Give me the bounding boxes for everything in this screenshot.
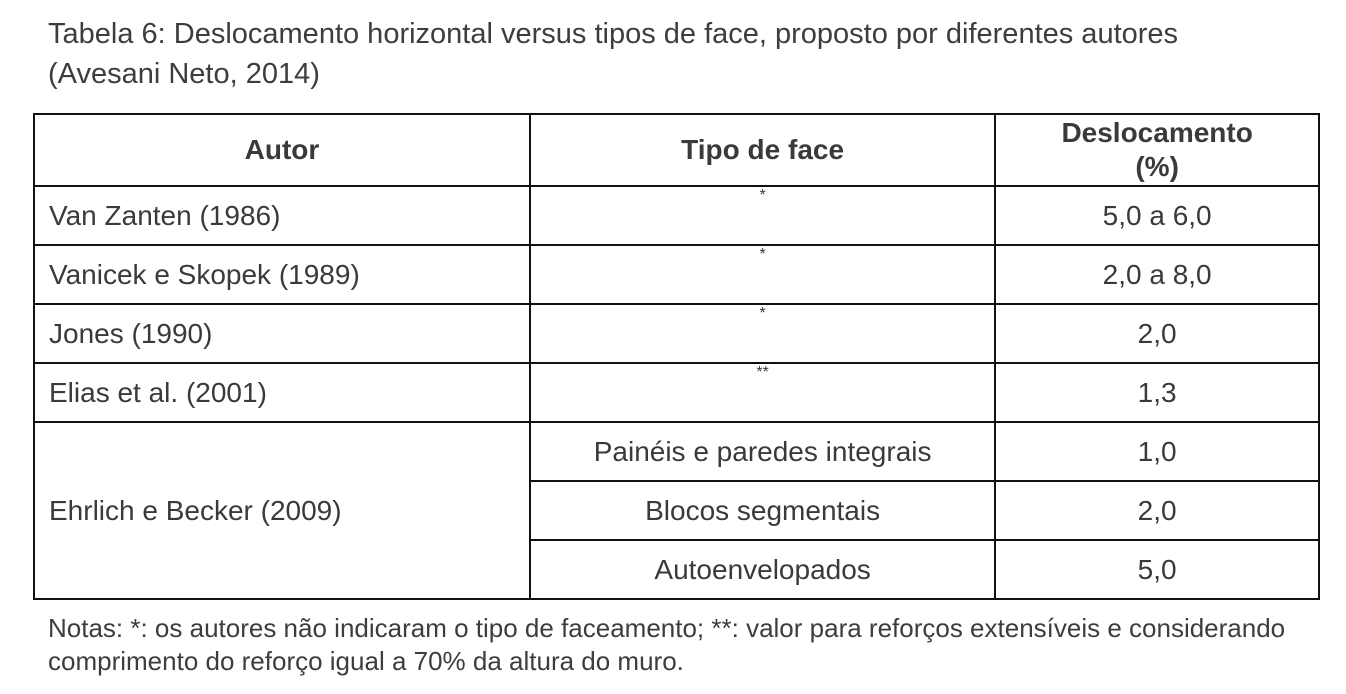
cell-face-type: * xyxy=(530,304,995,363)
cell-face-type: Blocos segmentais xyxy=(530,481,995,540)
table-notes: Notas: *: os autores não indicaram o tipo de faceamento; **: valor para reforços extensíveis e considerando comprimento do reforço igual a 70% da altura do muro. xyxy=(48,613,1286,676)
table-row xyxy=(34,245,1319,304)
header-displacement-line2: (%) xyxy=(1135,151,1179,182)
displacement-table xyxy=(33,113,1320,600)
cell-displacement: 1,0 xyxy=(995,422,1319,481)
table-row xyxy=(34,422,1319,481)
cell-author: Van Zanten (1986) xyxy=(34,186,530,245)
table-row xyxy=(34,363,1319,422)
header-displacement xyxy=(995,114,1319,186)
cell-displacement: 5,0 a 6,0 xyxy=(995,186,1319,245)
cell-face-type: Painéis e paredes integrais xyxy=(530,422,995,481)
cell-displacement: 2,0 xyxy=(995,304,1319,363)
header-author: Autor xyxy=(34,114,530,186)
header-row xyxy=(34,114,1319,186)
cell-face-type: Autoenvelopados xyxy=(530,540,995,599)
cell-displacement: 5,0 xyxy=(995,540,1319,599)
cell-face-type: ** xyxy=(530,363,995,422)
header-face-type: Tipo de face xyxy=(530,114,995,186)
table-caption: Tabela 6: Deslocamento horizontal versus tipos de face, proposto por diferentes autores (Avesani Neto, 2014) xyxy=(48,18,1179,90)
header-displacement-line1: Deslocamento xyxy=(1061,117,1253,148)
cell-displacement: 1,3 xyxy=(995,363,1319,422)
cell-displacement: 2,0 xyxy=(995,481,1319,540)
table-row xyxy=(34,304,1319,363)
cell-face-type: * xyxy=(530,245,995,304)
table-row xyxy=(34,186,1319,245)
cell-author: Vanicek e Skopek (1989) xyxy=(34,245,530,304)
cell-face-type: * xyxy=(530,186,995,245)
cell-displacement: 2,0 a 8,0 xyxy=(995,245,1319,304)
cell-author-group: Ehrlich e Becker (2009) xyxy=(34,422,530,599)
cell-author: Jones (1990) xyxy=(34,304,530,363)
cell-author: Elias et al. (2001) xyxy=(34,363,530,422)
